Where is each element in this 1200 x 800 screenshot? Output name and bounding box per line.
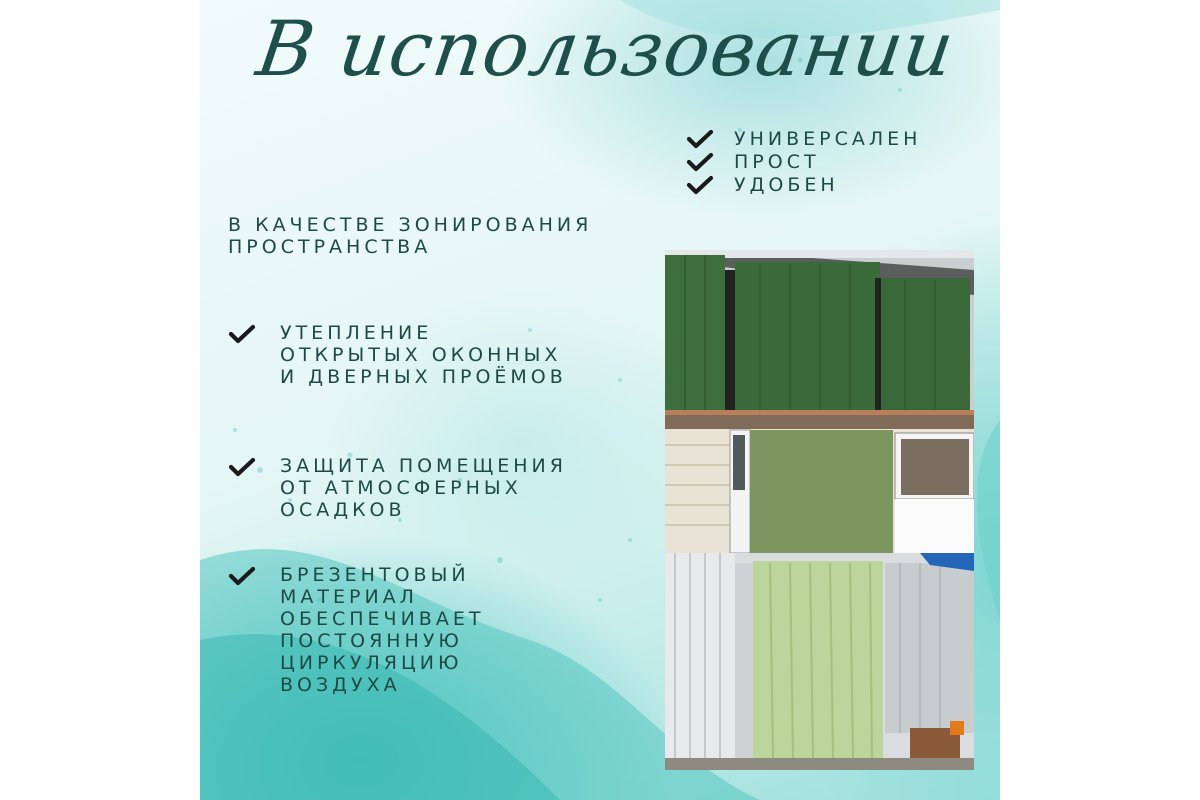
checkmark-icon — [686, 175, 714, 195]
zoning-text: В КАЧЕСТВЕ ЗОНИРОВАНИЯ ПРОСТРАНСТВА — [228, 214, 593, 258]
feature-label: ЗАЩИТА ПОМЕЩЕНИЯ ОТ АТМОСФЕРНЫХ ОСАДКОВ — [280, 455, 567, 521]
green-curtains-veranda-photo — [665, 250, 974, 415]
promo-card — [200, 0, 1000, 800]
light-green-curtain-garage-photo — [665, 553, 974, 770]
checkmark-icon — [686, 129, 714, 149]
benefit-label: ПРОСТ — [734, 151, 820, 173]
checkmark-icon — [686, 152, 714, 172]
checkmark-icon — [228, 457, 256, 477]
checkmark-icon — [228, 566, 256, 586]
khaki-panel-wall-photo — [665, 415, 974, 553]
checkmark-icon — [228, 324, 256, 344]
feature-label: БРЕЗЕНТОВЫЙ МАТЕРИАЛ ОБЕСПЕЧИВАЕТ ПОСТОЯННУЮ ЦИРКУЛЯЦИЮ ВОЗДУХА — [280, 564, 485, 696]
page-title: В использовании — [251, 4, 960, 93]
photo-collage — [665, 250, 974, 770]
feature-label: УТЕПЛЕНИЕ ОТКРЫТЫХ ОКОННЫХ И ДВЕРНЫХ ПРОЁМОВ — [280, 322, 567, 388]
benefit-label: УДОБЕН — [734, 174, 839, 196]
benefit-label: УНИВЕРСАЛЕН — [734, 128, 922, 150]
